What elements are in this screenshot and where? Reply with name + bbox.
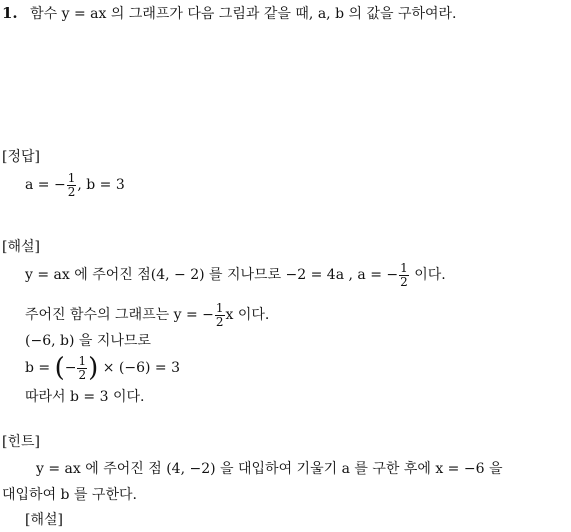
explanation-line-1-text: y = ax 에 주어진 점(4, − 2) 를 지나므로 −2 = 4a , a = −	[25, 267, 399, 283]
explanation-line-2-fraction	[215, 302, 225, 329]
explanation-line-2	[25, 300, 269, 330]
fraction-numerator: 1	[67, 170, 76, 185]
answer-b: , b = 3	[77, 177, 125, 193]
answer-header: [정답]	[2, 149, 40, 165]
explanation-line-5: 따라서 b = 3 이다.	[25, 389, 145, 405]
hint-footer: [해설]	[25, 512, 63, 528]
fraction-numerator: 1	[78, 353, 87, 368]
fraction-denominator: 2	[400, 274, 408, 289]
fraction-denominator: 2	[78, 367, 87, 382]
close-paren: )	[88, 353, 99, 383]
fraction-numerator: 1	[400, 260, 408, 275]
explanation-line-2-text: 주어진 함수의 그래프는 y = −	[25, 307, 214, 323]
explanation-line-4-end: × (−6) = 3	[98, 360, 181, 376]
problem-text: 함수 y = ax 의 그래프가 다음 그림과 같을 때, a, b 의 값을 구하여라.	[30, 6, 457, 22]
fraction-denominator: 2	[67, 184, 76, 199]
explanation-line-2-end: x 이다.	[225, 307, 270, 323]
answer-line	[25, 170, 125, 200]
explanation-line-1-fraction	[399, 262, 409, 289]
problem-number: 1.	[2, 4, 18, 22]
explanation-line-1	[25, 260, 446, 290]
answer-a: a = −	[25, 177, 66, 193]
problem-line	[2, 4, 457, 23]
explanation-line-4-fraction	[77, 355, 87, 382]
explanation-line-1-end: 이다.	[409, 267, 446, 283]
explanation-line-4	[25, 352, 180, 384]
hint-header: [힌트]	[2, 434, 40, 450]
hint-line-1: y = ax 에 주어진 점 (4, −2) 을 대입하여 기울기 a 를 구한 후에 x = −6 을	[36, 461, 503, 477]
answer-fraction	[67, 172, 77, 199]
fraction-numerator: 1	[215, 300, 224, 315]
fraction-denominator: 2	[215, 314, 224, 329]
hint-line-2: 대입하여 b 를 구한다.	[2, 487, 137, 503]
minus-sign: −	[64, 360, 77, 376]
explanation-header: [해설]	[2, 239, 40, 255]
explanation-line-4-text: b =	[25, 360, 55, 376]
explanation-line-3: (−6, b) 을 지나므로	[25, 333, 151, 349]
open-paren: (	[54, 353, 65, 383]
